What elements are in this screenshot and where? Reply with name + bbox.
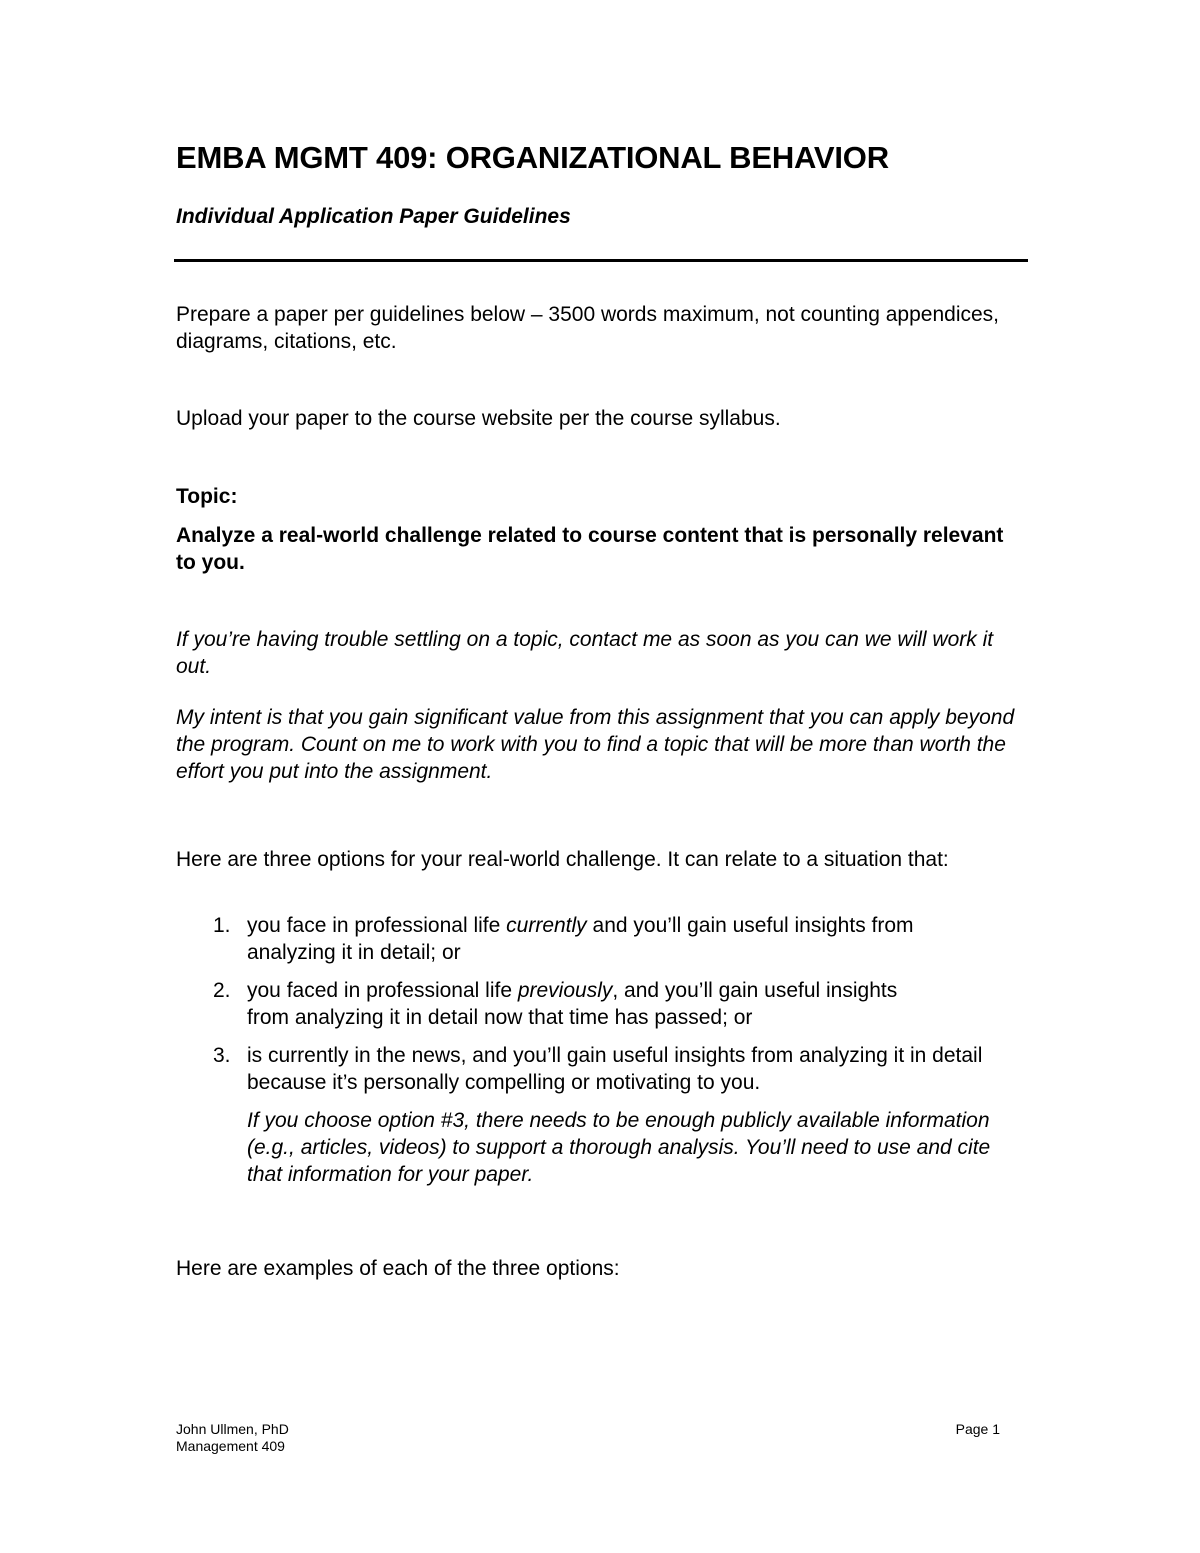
page-title: EMBA MGMT 409: ORGANIZATIONAL BEHAVIOR xyxy=(176,140,889,175)
intent-note: My intent is that you gain significant value from this assignment that you can apply beyond the program. Count on me to work with you to find a topic that will be more than worth the effort you put into the assignment. xyxy=(176,706,1015,783)
footer-course: Management 409 xyxy=(176,1438,285,1454)
page-subtitle: Individual Application Paper Guidelines xyxy=(176,205,571,228)
list-number: 2. xyxy=(213,979,231,1002)
footer-author: John Ullmen, PhD xyxy=(176,1421,289,1437)
option3-note: If you choose option #3, there needs to be enough publicly available information (e.g., articles, videos) to support a thorough analysis. You’ll need to use and cite that information for your paper. xyxy=(247,1109,991,1186)
upload-paragraph: Upload your paper to the course website per the course syllabus. xyxy=(176,407,781,430)
list-item-text: you faced in professional life previously, and you’ll gain useful insights from analyzing it in detail now that time has passed; or xyxy=(247,979,898,1029)
emphasis: currently xyxy=(506,914,587,937)
options-intro: Here are three options for your real-world challenge. It can relate to a situation that: xyxy=(176,848,949,871)
intro-paragraph: Prepare a paper per guidelines below – 3500 words maximum, not counting appendices, diagrams, citations, etc. xyxy=(176,303,999,353)
topic-label: Topic: xyxy=(176,485,238,508)
topic-text: Analyze a real-world challenge related to course content that is personally relevant to you. xyxy=(176,524,1004,574)
list-item-text: you face in professional life currently and you’ll gain useful insights from analyzing it in detail; or xyxy=(247,914,914,964)
list-number: 3. xyxy=(213,1044,231,1067)
examples-intro: Here are examples of each of the three options: xyxy=(176,1257,620,1280)
list-number: 1. xyxy=(213,914,231,937)
trouble-note: If you’re having trouble settling on a topic, contact me as soon as you can we will work it out. xyxy=(176,628,994,678)
list-item-text: is currently in the news, and you’ll gain useful insights from analyzing it in detail because it’s personally compelling or motivating to you. xyxy=(247,1044,983,1094)
emphasis: previously xyxy=(517,979,613,1002)
page-number: Page 1 xyxy=(955,1421,1000,1437)
title-divider xyxy=(174,259,1028,262)
